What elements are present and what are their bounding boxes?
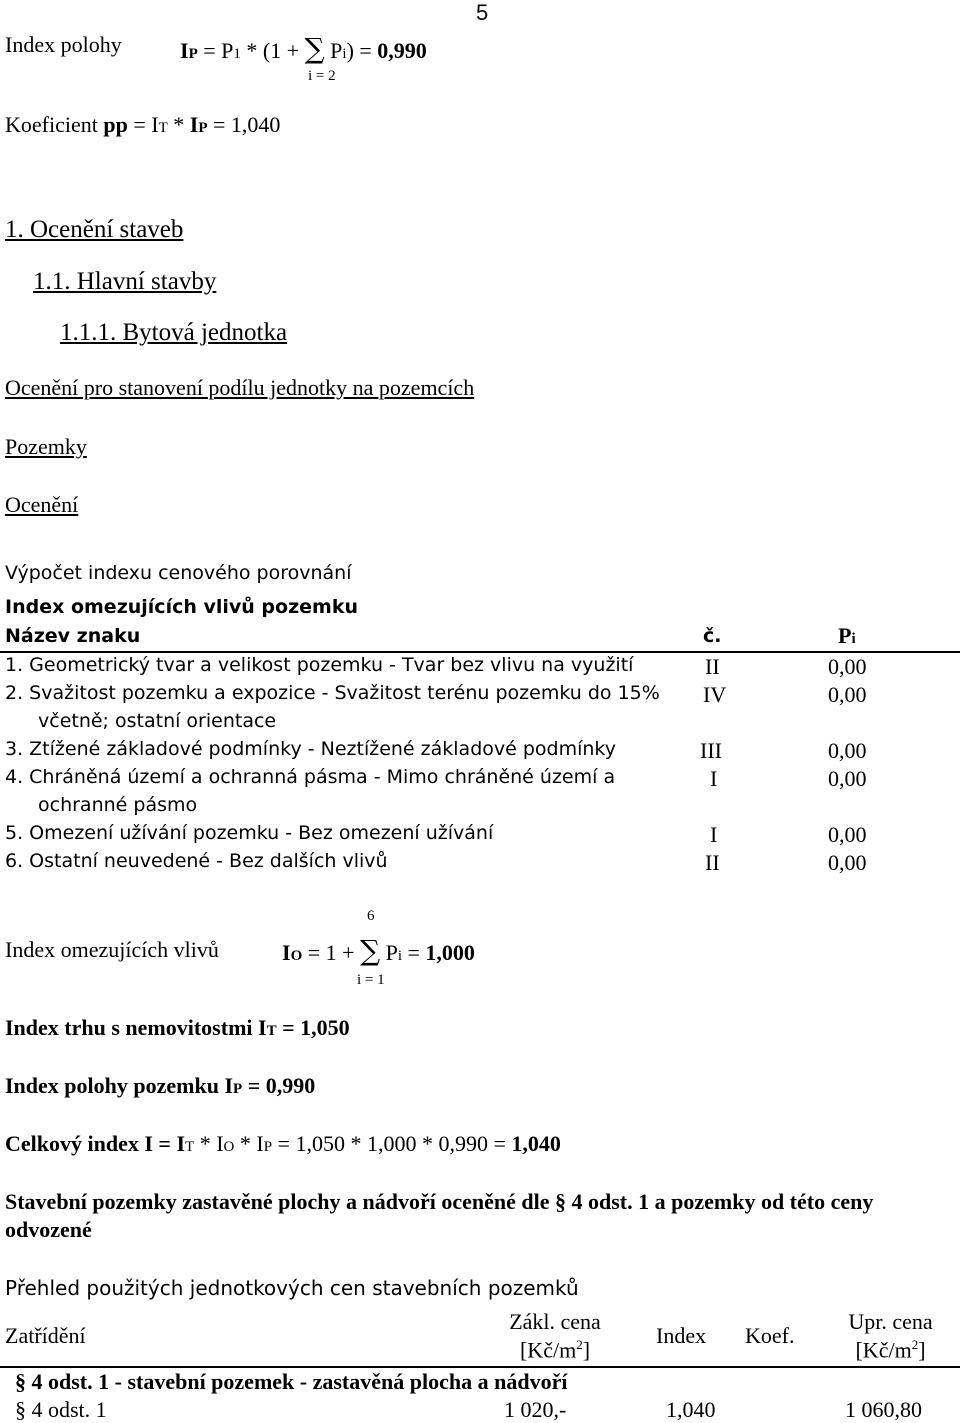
col-zakl-unit-end: ] [582, 1337, 591, 1363]
io-p-sub: i [397, 948, 402, 964]
price-row-index: 1,040 [666, 1397, 716, 1422]
oceneni-podilu: Ocenění pro stanovení podílu jednotky na pozemcích [5, 375, 475, 400]
vypocet-indexu-heading: Výpočet indexu cenového porovnání [5, 562, 352, 584]
col-pi-sub: i [851, 631, 856, 647]
ci-value: 1,040 [511, 1131, 561, 1156]
koef-label: Koeficient [5, 112, 98, 137]
price-row-zakl: 1 020,- [504, 1397, 567, 1422]
col-zatrideni: Zatřídění [5, 1323, 86, 1348]
index-polohy-pozemku [5, 1073, 315, 1099]
io-formula [282, 934, 475, 967]
col-upr-unit-text: [Kč/m [855, 1337, 912, 1363]
row-2-name-cont: včetně; ostatní orientace [38, 710, 277, 732]
row-1-p: 0,00 [828, 654, 867, 679]
ip-pi: P [330, 38, 343, 63]
io-eq2: = [401, 940, 426, 965]
page-number: 5 [476, 0, 489, 25]
ci-s2: O [223, 1139, 235, 1155]
heading-oceneni-staveb: 1. Ocenění staveb [5, 216, 184, 243]
koef-pp: pp [103, 112, 128, 137]
ip-symbol-sub: P [188, 46, 198, 62]
ci-rest: = 1,050 * 1,000 * 0,990 = [272, 1131, 512, 1156]
row-3-c: III [700, 738, 722, 763]
koef-mult: * [167, 112, 190, 137]
ci-m1: * I [194, 1131, 224, 1156]
koef-eq1: = [127, 112, 152, 137]
pozemky-heading: Pozemky [5, 434, 87, 459]
col-upr-unit-sup: 2 [911, 1337, 919, 1352]
heading-bytova-jednotka: 1.1.1. Bytová jednotka [60, 319, 288, 346]
col-upr-unit [833, 1337, 948, 1363]
price-table-group: § 4 odst. 1 - stavební pozemek - zastavěná plocha a nádvoří [15, 1369, 568, 1394]
ci-label: Celkový index I = I [5, 1131, 186, 1156]
row-1-c: II [705, 654, 720, 679]
heading-hlavni-stavby: 1.1. Hlavní stavby [33, 268, 217, 295]
koef-i1-sub: T [158, 120, 168, 136]
koef-i1: I [151, 112, 159, 137]
price-row-zatrideni: § 4 odst. 1 [15, 1397, 107, 1422]
ip-sigma: ∑ [304, 32, 325, 65]
col-zakl-cena: Zákl. cena [509, 1309, 601, 1334]
ip-p: P [221, 38, 234, 63]
col-c: č. [703, 625, 722, 647]
index-polohy-formula [180, 32, 427, 65]
ipp-sub: P [233, 1081, 243, 1097]
ip-close: ) = [346, 38, 378, 63]
stavebni-pozemky-line2: odvozené [5, 1217, 92, 1242]
row-4-c: I [710, 766, 718, 791]
oceneni-heading: Ocenění [5, 492, 79, 517]
ipp-value: = 0,990 [242, 1073, 316, 1098]
index-trhu-value: = 1,050 [276, 1015, 350, 1040]
col-zakl-unit-text: [Kč/m [519, 1337, 577, 1363]
ip-value: 0,990 [377, 38, 427, 63]
col-koef: Koef. [745, 1323, 795, 1348]
ip-mid: * (1 + [240, 38, 305, 63]
io-eq: = 1 + [302, 940, 361, 965]
ci-s3: P [263, 1139, 273, 1155]
io-label: Index omezujících vlivů [5, 937, 219, 962]
row-4-name-cont: ochranné pásmo [38, 794, 198, 816]
io-i-sub: O [290, 948, 303, 964]
prehled-heading: Přehled použitých jednotkových cen stavebních pozemků [5, 1276, 579, 1300]
index-polohy-label: Index polohy [5, 32, 122, 57]
row-4-name: 4. Chráněná území a ochranná pásma - Mimo chráněné území a [5, 766, 616, 788]
io-sigma: ∑ [360, 934, 381, 967]
col-zakl-unit-sup: 2 [576, 1337, 583, 1352]
index-trhu-sub: T [266, 1023, 277, 1039]
row-5-p: 0,00 [828, 822, 867, 847]
celkovy-index [5, 1131, 561, 1157]
ip-symbol: I [180, 38, 189, 63]
col-zakl-unit [495, 1337, 615, 1363]
row-3-p: 0,00 [828, 738, 867, 763]
row-6-p: 0,00 [828, 850, 867, 875]
ip-pi-sub: i [342, 46, 347, 62]
table-header-rule [0, 651, 960, 653]
koef-i2-sub: P [198, 120, 208, 136]
ci-m2: * I [234, 1131, 264, 1156]
koef-eq2: = [207, 112, 231, 137]
io-value: 1,000 [425, 940, 475, 965]
io-i: I [282, 940, 291, 965]
index-trhu-label: Index trhu s nemovitostmi I [5, 1015, 267, 1040]
row-2-c: IV [703, 682, 727, 707]
col-pi [838, 623, 856, 649]
price-row-upr: 1 060,80 [845, 1397, 922, 1422]
io-p: P [385, 940, 398, 965]
ip-p-sub: 1 [233, 46, 241, 62]
index-trhu [5, 1015, 350, 1041]
row-2-name: 2. Svažitost pozemku a expozice - Svažitost terénu pozemku do 15% [5, 682, 660, 704]
row-5-c: I [710, 822, 718, 847]
col-index: Index [656, 1323, 707, 1348]
stavebni-pozemky-line1: Stavební pozemky zastavěné plochy a nádvoří oceněné dle § 4 odst. 1 a pozemky od této ceny [5, 1189, 874, 1214]
row-2-p: 0,00 [828, 682, 867, 707]
koef-i2: I [189, 112, 199, 137]
row-4-p: 0,00 [828, 766, 867, 791]
row-5-name: 5. Omezení užívání pozemku - Bez omezení užívání [5, 822, 494, 844]
row-6-name: 6. Ostatní neuvedené - Bez dalších vlivů [5, 850, 388, 872]
row-6-c: II [705, 850, 720, 875]
ci-s1: T [185, 1139, 195, 1155]
ip-eq: = [203, 38, 216, 63]
col-nazev-znaku: Název znaku [5, 625, 141, 647]
ipp-label: Index polohy pozemku I [5, 1073, 234, 1098]
price-table-header-rule [0, 1366, 960, 1368]
col-upr-unit-end: ] [918, 1337, 926, 1363]
io-sum-lower: i = 1 [357, 972, 385, 988]
row-1-name: 1. Geometrický tvar a velikost pozemku - Tvar bez vlivu na využití [5, 654, 634, 676]
col-pi-p: P [838, 623, 852, 648]
ip-sum-lower: i = 2 [308, 68, 336, 84]
row-3-name: 3. Ztížené základové podmínky - Neztížené základové podmínky [5, 738, 617, 760]
col-upr-cena: Upr. cena [848, 1309, 933, 1334]
io-sum-upper: 6 [367, 908, 375, 924]
koeficient-line [5, 112, 280, 138]
index-omezujicich-vlivu-heading: Index omezujících vlivů pozemku [5, 596, 358, 618]
koef-value: 1,040 [230, 112, 281, 137]
